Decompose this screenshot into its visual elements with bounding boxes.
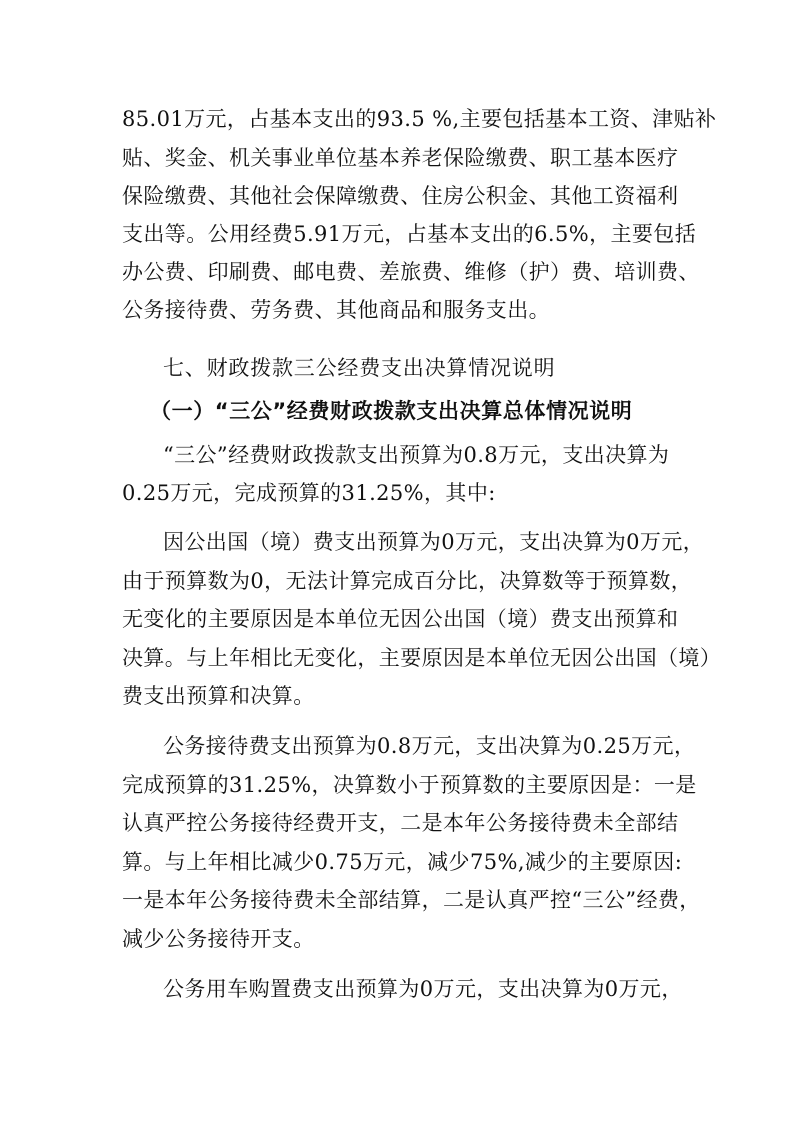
paragraph-line: 认真严控公务接待经费开支，二是本年公务接待费未全部结 (122, 811, 679, 835)
paragraph-line: 公务接待费支出预算为0.8万元，支出决算为0.25万元， (163, 734, 696, 758)
paragraph-line: 一是本年公务接待费未全部结算，二是认真严控“三公”经费， (122, 888, 701, 912)
paragraph-line: 无变化的主要原因是本单位无因公出国（境）费支出预算和 (122, 607, 679, 631)
paragraph-line: 办公费、印刷费、邮电费、差旅费、维修（护）费、培训费、 (122, 260, 700, 284)
paragraph-line: 保险缴费、其他社会保障缴费、住房公积金、其他工资福利 (122, 184, 679, 208)
paragraph-line: 减少公务接待开支。 (122, 927, 315, 951)
paragraph-line: 公务用车购置费支出预算为0万元，支出决算为0万元， (163, 977, 683, 1001)
paragraph-line: 费支出预算和决算。 (122, 684, 315, 708)
paragraph-line: 因公出国（境）费支出预算为0万元，支出决算为0万元， (163, 530, 705, 554)
paragraph-line: 由于预算数为0，无法计算完成百分比，决算数等于预算数， (122, 569, 693, 593)
paragraph-line: 公务接待费、劳务费、其他商品和服务支出。 (122, 298, 550, 322)
section-heading: 七、财政拨款三公经费支出决算情况说明 (163, 356, 556, 380)
paragraph-line: 完成预算的31.25%，决算数小于预算数的主要原因是：一是 (122, 773, 697, 797)
paragraph-line: 支出等。公用经费5.91万元，占基本支出的6.5%，主要包括 (122, 222, 697, 246)
paragraph-line: 0.25万元，完成预算的31.25%，其中: (122, 481, 496, 505)
subsection-heading: （一）“三公”经费财政拨款支出决算总体情况说明 (150, 399, 633, 423)
paragraph-line: 贴、奖金、机关事业单位基本养老保险缴费、职工基本医疗 (122, 146, 679, 170)
paragraph-line: 决算。与上年相比无变化，主要原因是本单位无因公出国（境） (122, 646, 722, 670)
paragraph-line: 85.01万元，占基本支出的93.5 %,主要包括基本工资、津贴补 (122, 107, 717, 131)
paragraph-line: 算。与上年相比减少0.75万元，减少75%,减少的主要原因: (122, 850, 683, 874)
paragraph-line: “三公”经费财政拨款支出预算为0.8万元，支出决算为 (163, 443, 670, 467)
